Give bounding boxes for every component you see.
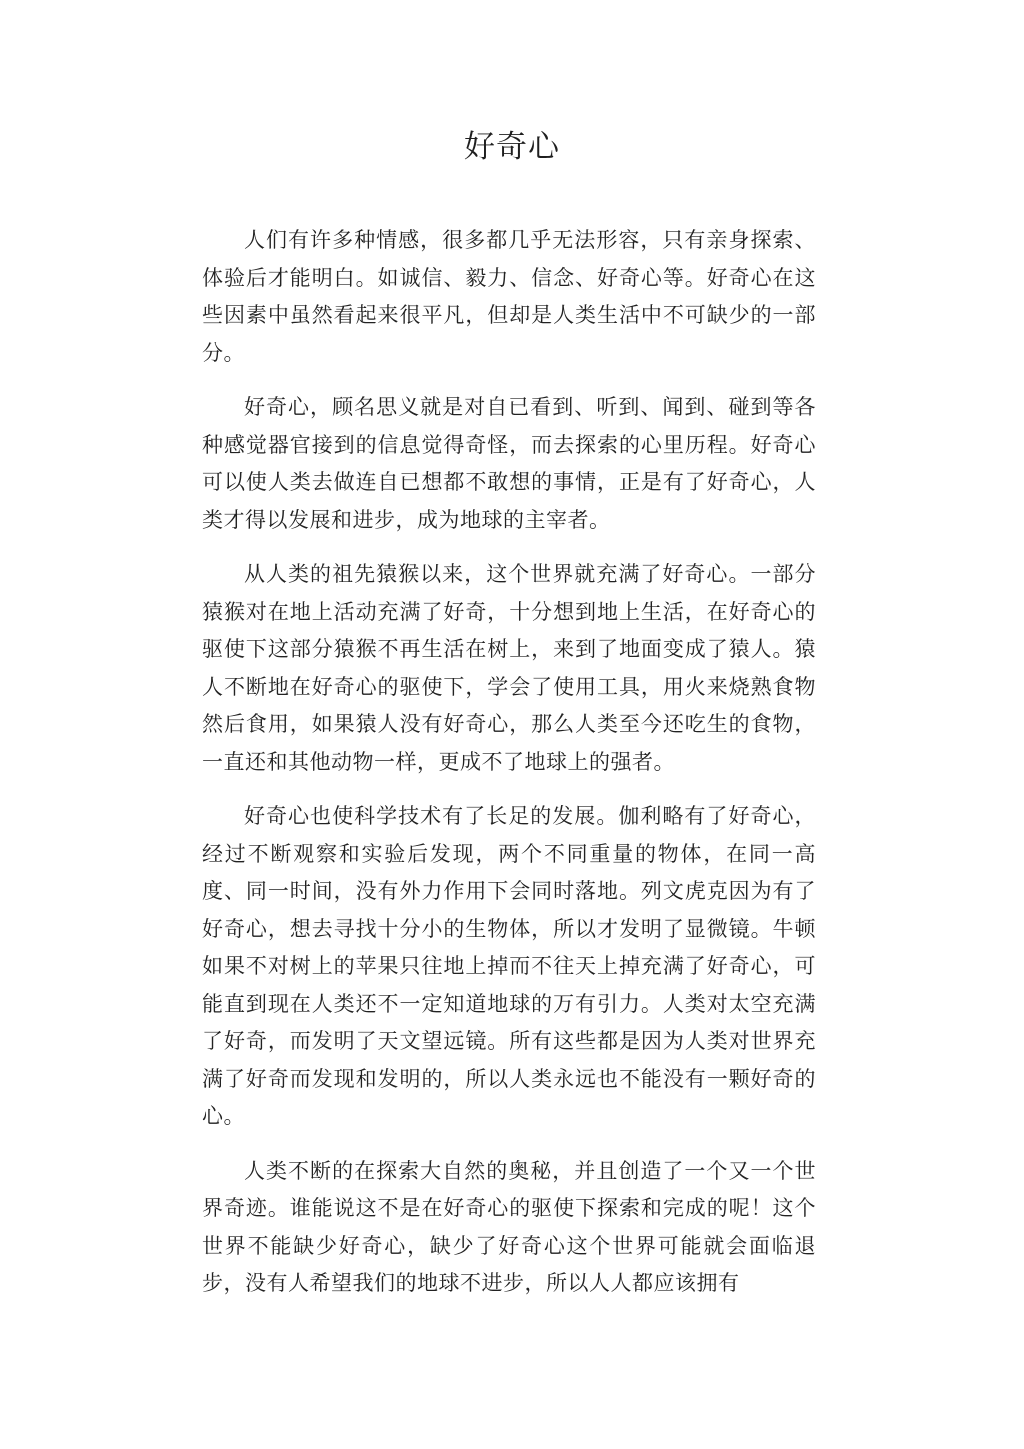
paragraph: 从人类的祖先猿猴以来，这个世界就充满了好奇心。一部分猿猴对在地上活动充满了好奇，十分想到地上生活，在好奇心的驱使下这部分猿猴不再生活在树上，来到了地面变成了猿人。猿人不断地在好奇心的驱使下，学会了使用工具，用火来烧熟食物然后食用，如果猿人没有好奇心，那么人类至今还吃生的食物，一直还和其他动物一样，更成不了地球上的强者。	[202, 562, 816, 774]
paragraph: 人类不断的在探索大自然的奥秘，并且创造了一个又一个世界奇迹。谁能说这不是在好奇心的驱使下探索和完成的呢！这个世界不能缺少好奇心，缺少了好奇心这个世界可能就会面临退步，没有人希望我们的地球不进步，所以人人都应该拥有	[202, 1158, 816, 1295]
paragraph: 好奇心，顾名思义就是对自已看到、听到、闻到、碰到等各种感觉器官接到的信息觉得奇怪，而去探索的心里历程。好奇心可以使人类去做连自已想都不敢想的事情，正是有了好奇心，人类才得以发展和进步，成为地球的主宰者。	[202, 395, 816, 532]
paragraph: 好奇心也使科学技术有了长足的发展。伽利略有了好奇心，经过不断观察和实验后发现，两个不同重量的物体，在同一高度、同一时间，没有外力作用下会同时落地。列文虎克因为有了好奇心，想去寻找十分小的生物体，所以才发明了显微镜。牛顿如果不对树上的苹果只往地上掉而不往天上掉充满了好奇心，可能直到现在人类还不一定知道地球的万有引力。人类对太空充满了好奇，而发明了天文望远镜。所有这些都是因为人类对世界充满了好奇而发现和发明的，所以人类永远也不能没有一颗好奇的心。	[202, 804, 816, 1128]
essay-body	[202, 222, 816, 1320]
page-title: 好奇心	[464, 129, 560, 165]
paragraph: 人们有许多种情感，很多都几乎无法形容，只有亲身探索、体验后才能明白。如诚信、毅力、信念、好奇心等。好奇心在这些因素中虽然看起来很平凡，但却是人类生活中不可缺少的一部分。	[202, 228, 816, 365]
